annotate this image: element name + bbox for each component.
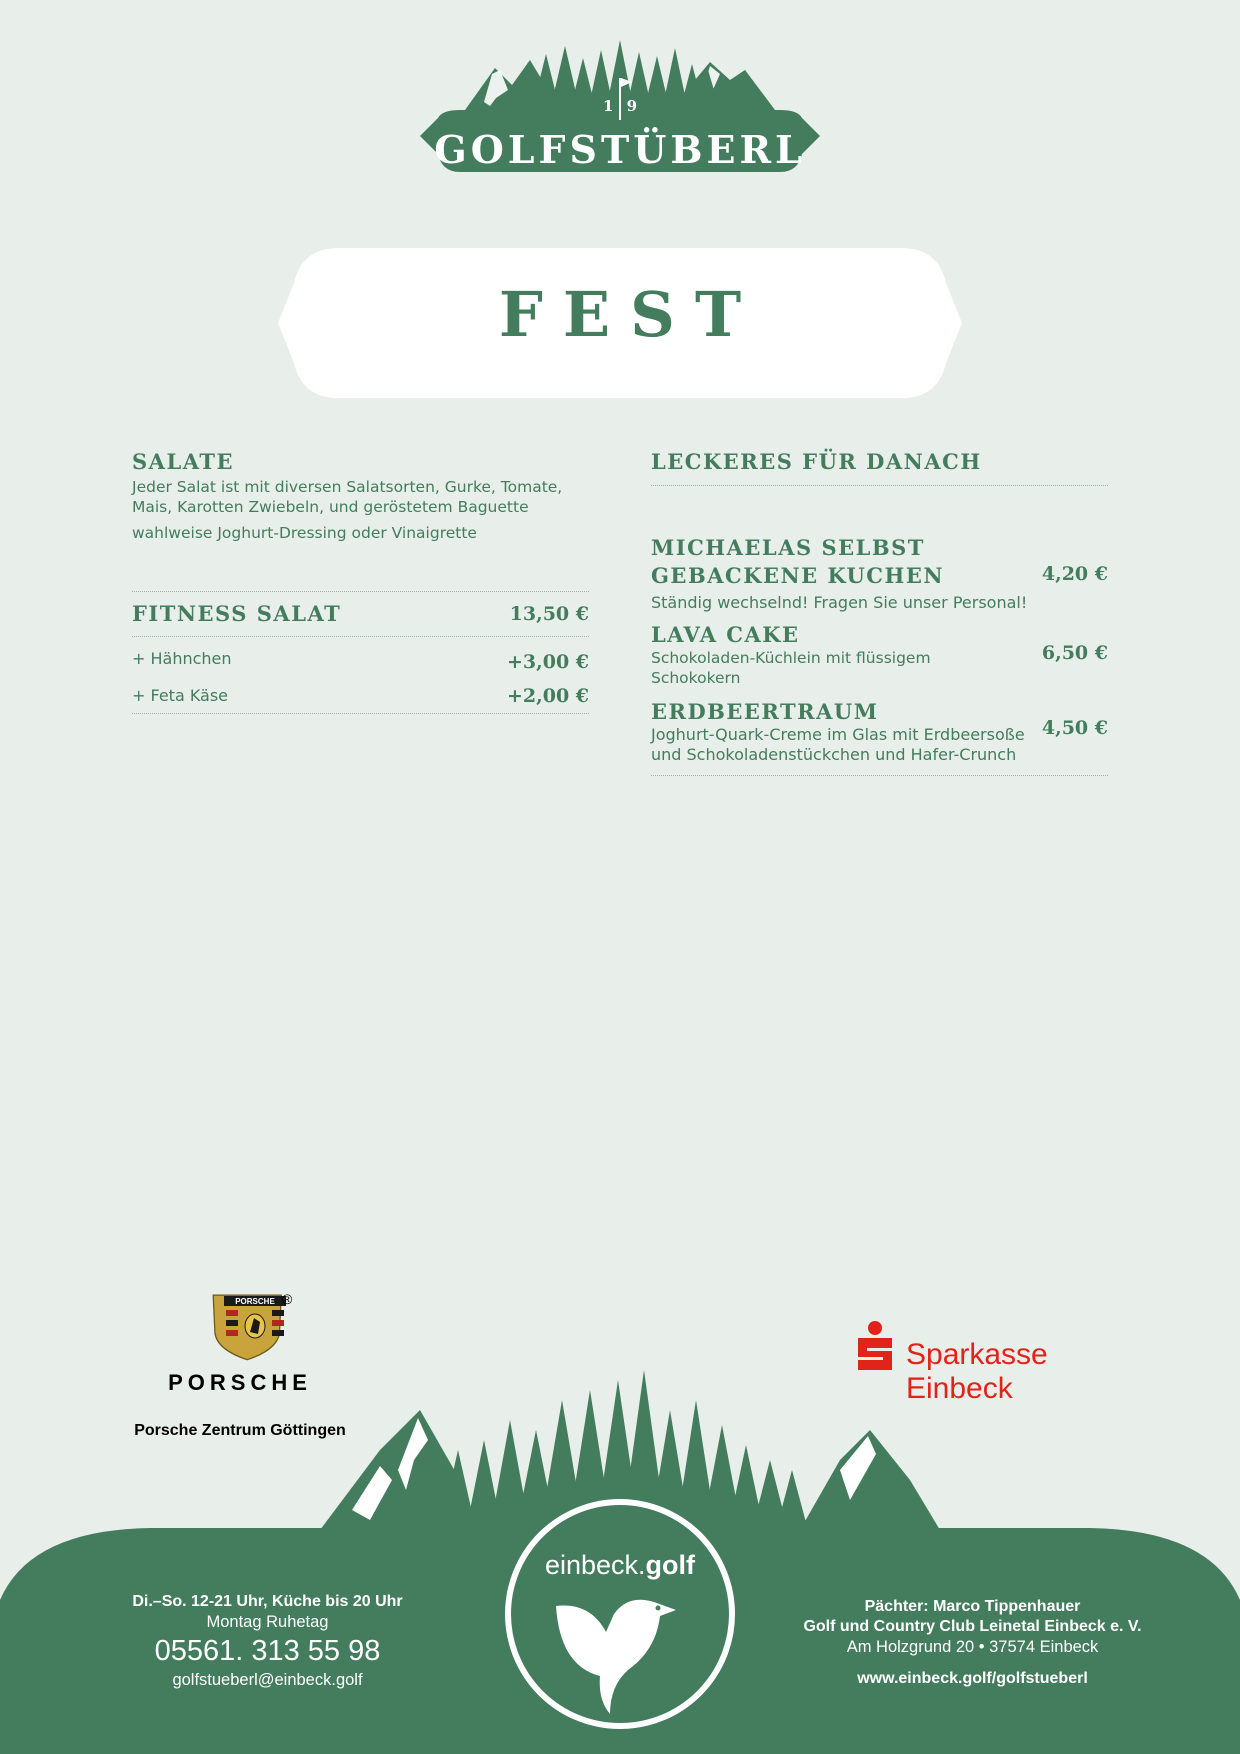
- logo-year: [603, 97, 637, 115]
- salads-description: Jeder Salat ist mit diversen Salatsorten, Gurke, Tomate, Mais, Karotten Zwiebeln, und geröstetem Baguette: [132, 478, 563, 517]
- menu-item-erdbeertraum: [651, 698, 1108, 776]
- item-name-line2: GEBACKENE KUCHEN: [651, 562, 945, 588]
- menu-item-lava-cake: [651, 621, 1108, 688]
- opening-hours: Di.–So. 12-21 Uhr, Küche bis 20 Uhr: [132, 1593, 403, 1610]
- extra-price: +2,00 €: [506, 684, 589, 707]
- registered-icon: ®: [282, 1291, 293, 1307]
- logo-year-left: 1: [603, 97, 614, 115]
- sparkasse-s-icon: [858, 1321, 892, 1370]
- porsche-wordmark: PORSCHE: [168, 1370, 312, 1395]
- website-link[interactable]: www.einbeck.golf/golfstueberl: [857, 1670, 1088, 1687]
- tenant-name: Pächter: Marco Tippenhauer: [864, 1598, 1081, 1615]
- closed-day: Montag Ruhetag: [206, 1613, 329, 1631]
- item-description: Schokoladen-Küchlein mit flüssigem Schokokern: [651, 649, 931, 688]
- menu-item-kuchen: [651, 534, 1108, 613]
- item-price: 6,50 €: [1041, 642, 1108, 665]
- email-address[interactable]: golfstueberl@einbeck.golf: [172, 1671, 363, 1689]
- item-name: LAVA CAKE: [651, 621, 800, 647]
- extra-item-feta: [132, 677, 589, 714]
- item-price: 4,20 €: [1041, 562, 1108, 585]
- einbeck-golf-brand: [508, 1550, 732, 1581]
- club-address: Am Holzgrund 20 • 37574 Einbeck: [846, 1638, 1099, 1656]
- footer-club-info: [770, 1597, 1175, 1689]
- footer-contact: [90, 1592, 445, 1690]
- porsche-crest-text: PORSCHE: [235, 1297, 275, 1306]
- menu-item-fitness-salat: [132, 592, 589, 636]
- sparkasse-line2: Einbeck: [906, 1372, 1013, 1405]
- logo-year-right: 9: [626, 97, 637, 115]
- extra-name: + Hähnchen: [132, 648, 232, 668]
- desserts-heading: LECKERES FÜR DANACH: [651, 448, 1108, 486]
- logo-title: GOLFSTÜBERL: [434, 127, 806, 172]
- item-name: ERDBEERTRAUM: [651, 699, 879, 725]
- porsche-crest-icon: [213, 1295, 286, 1360]
- item-name: FITNESS SALAT: [132, 601, 342, 627]
- desserts-section: [651, 448, 1108, 776]
- salads-heading: SALATE: [132, 449, 235, 474]
- extra-item-haehnchen: [132, 637, 589, 677]
- phone-number[interactable]: 05561. 313 55 98: [154, 1635, 381, 1667]
- salads-section: [132, 448, 589, 714]
- brand-prefix: einbeck.: [544, 1550, 646, 1580]
- item-price: 13,50 €: [509, 602, 589, 625]
- extra-price: +3,00 €: [506, 650, 589, 673]
- sparkasse-line1: Sparkasse: [906, 1338, 1048, 1371]
- page-title: FEST: [498, 278, 762, 351]
- item-description: Ständig wechselnd! Fragen Sie unser Personal!: [651, 592, 1028, 612]
- item-description: Joghurt-Quark-Creme im Glas mit Erdbeersoße und Schokoladenstückchen und Hafer-Crunch: [651, 725, 1025, 765]
- salads-dressing: wahlweise Joghurt-Dressing oder Vinaigrette: [132, 524, 477, 543]
- club-name: Golf und Country Club Leinetal Einbeck e. V.: [803, 1618, 1142, 1635]
- item-name-line1: MICHAELAS SELBST: [651, 535, 925, 561]
- extra-name: + Feta Käse: [132, 685, 229, 705]
- porsche-dealer-name: Porsche Zentrum Göttingen: [134, 1422, 346, 1439]
- brand-suffix: golf: [645, 1550, 696, 1580]
- item-price: 4,50 €: [1041, 717, 1108, 740]
